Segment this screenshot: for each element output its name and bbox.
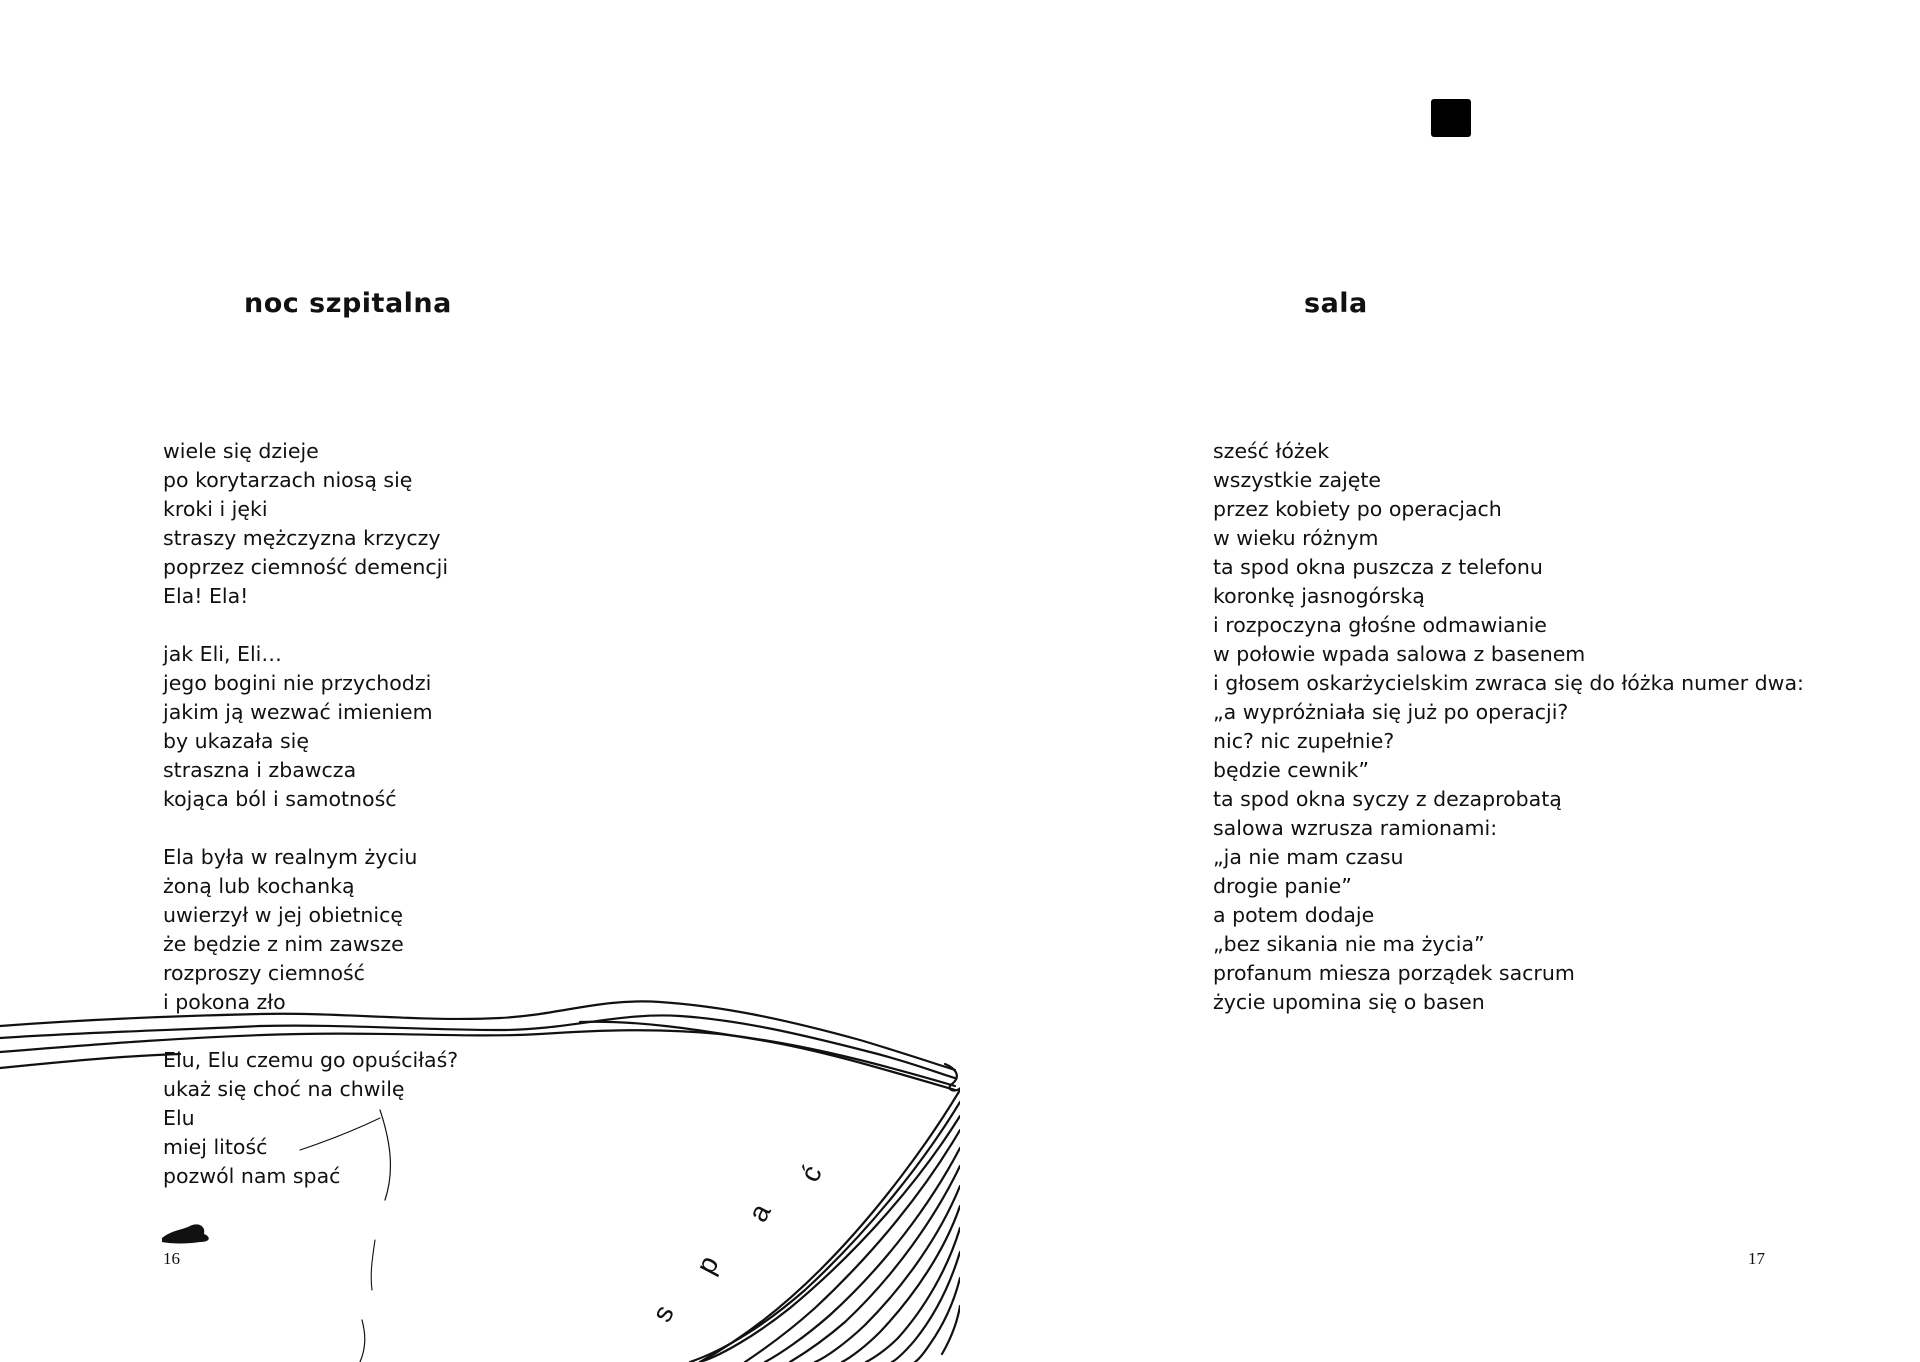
poem-line: a potem dodaje [1213, 903, 1375, 927]
poem-line: jego bogini nie przychodzi [163, 671, 432, 695]
stanza-gap [163, 814, 458, 843]
poem-line: koronkę jasnogórską [1213, 584, 1425, 608]
poem-line: miej litość [163, 1135, 268, 1159]
poem-line: straszna i zbawcza [163, 758, 357, 782]
poem-line: i pokona zło [163, 990, 286, 1014]
poem-line: kroki i jęki [163, 497, 268, 521]
poem-line: w wieku różnym [1213, 526, 1379, 550]
poem-line: i rozpoczyna głośne odmawianie [1213, 613, 1547, 637]
poem-line: poprzez ciemność demencji [163, 555, 449, 579]
poem-title: sala [1304, 288, 1368, 319]
poem-line: będzie cewnik” [1213, 758, 1370, 782]
drawing-letter-c-acute: ć [793, 1159, 828, 1187]
poem-line: i głosem oskarżycielskim zwraca się do łóżka numer dwa: [1213, 671, 1804, 695]
poem-line: Elu, Elu czemu go opuściłaś? [163, 1048, 459, 1072]
poem-line: po korytarzach niosą się [163, 468, 413, 492]
poem-line: w połowie wpada salowa z basenem [1213, 642, 1586, 666]
poem-line: jak Eli, Eli… [163, 642, 282, 666]
poem-line: Elu [163, 1106, 195, 1130]
poem-line: straszy mężczyzna krzyczy [163, 526, 441, 550]
poem-line: życie upomina się o basen [1213, 990, 1485, 1014]
poem-line: ukaż się choć na chwilę [163, 1077, 405, 1101]
poem-line: „ja nie mam czasu [1213, 845, 1404, 869]
stanza-gap [163, 1017, 458, 1046]
black-square-mark [1431, 99, 1471, 137]
poem-line: „bez sikania nie ma życia” [1213, 932, 1485, 956]
poem-line: Ela! Ela! [163, 584, 249, 608]
poem-line: wiele się dzieje [163, 439, 319, 463]
poem-line: rozproszy ciemność [163, 961, 365, 985]
poem-line: przez kobiety po operacjach [1213, 497, 1502, 521]
drawing-letter-s: s [645, 1299, 680, 1327]
poem-line: pozwól nam spać [163, 1164, 341, 1188]
poem-line: żoną lub kochanką [163, 874, 355, 898]
page-number: 17 [1748, 1249, 1765, 1268]
poem-line: kojąca ból i samotność [163, 787, 397, 811]
stanza-gap [163, 611, 458, 640]
drawing-letter-a: a [741, 1198, 777, 1227]
right-page [960, 0, 1920, 1362]
poem-title: noc szpitalna [244, 288, 452, 319]
poem-line: wszystkie zajęte [1213, 468, 1382, 492]
page-number: 16 [163, 1249, 180, 1268]
poem-line: nic? nic zupełnie? [1213, 729, 1395, 753]
poem-line: ta spod okna puszcza z telefonu [1213, 555, 1543, 579]
drawing-letter-p: p [689, 1250, 725, 1279]
poem-line: sześć łóżek [1213, 439, 1330, 463]
poem-line: że będzie z nim zawsze [163, 932, 404, 956]
poem-line: drogie panie” [1213, 874, 1352, 898]
poem-line: jakim ją wezwać imieniem [163, 700, 433, 724]
poem-line: salowa wzrusza ramionami: [1213, 816, 1498, 840]
poem-line: uwierzył w jej obietnicę [163, 903, 404, 927]
poem-body [1213, 437, 1804, 1017]
poem-line: „a wypróżniała się już po operacji? [1213, 700, 1569, 724]
poem-line: Ela była w realnym życiu [163, 845, 418, 869]
ink-wave-drawing [0, 990, 960, 1362]
poem-line: ta spod okna syczy z dezaprobatą [1213, 787, 1562, 811]
poem-body [163, 437, 458, 1191]
poem-line: by ukazała się [163, 729, 309, 753]
poem-line: profanum miesza porządek sacrum [1213, 961, 1575, 985]
